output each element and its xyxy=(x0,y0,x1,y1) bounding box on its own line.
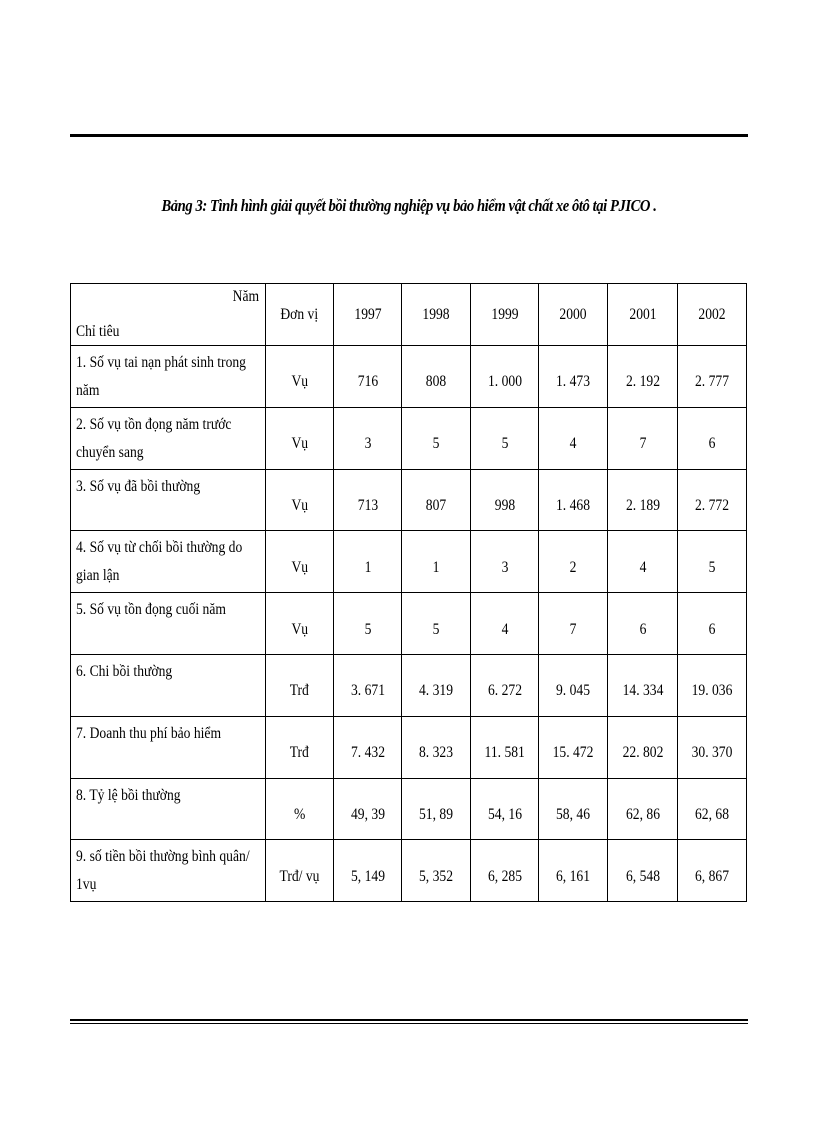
value-text: 62, 86 xyxy=(625,805,660,823)
value-cell xyxy=(608,531,678,593)
unit-label: Vụ xyxy=(291,620,308,638)
value-cell xyxy=(678,531,747,593)
value-text: 3 xyxy=(501,558,508,576)
indicator-cell xyxy=(71,407,266,469)
indicator-label: 7. Doanh thu phí bảo hiểm xyxy=(76,724,222,742)
indicator-label: 1. Số vụ tai nạn phát sinh trong năm xyxy=(76,354,246,399)
value-text: 6. 272 xyxy=(487,682,522,700)
value-cell xyxy=(539,840,608,902)
value-text: 9. 045 xyxy=(556,682,590,700)
indicator-label: 4. Số vụ từ chối bồi thường do gian lận xyxy=(76,539,243,585)
indicator-cell xyxy=(71,469,266,531)
value-text: 4 xyxy=(639,558,646,576)
value-cell xyxy=(608,469,678,531)
value-text: 51, 89 xyxy=(419,805,453,823)
value-cell xyxy=(678,654,747,716)
value-text: 5, 352 xyxy=(419,867,453,885)
header-year-cell xyxy=(678,284,747,346)
table-row xyxy=(71,654,747,716)
value-cell xyxy=(608,840,678,902)
header-unit-cell xyxy=(266,284,334,346)
value-text: 1. 473 xyxy=(556,373,590,391)
header-year-cell xyxy=(402,284,471,346)
value-cell xyxy=(471,469,539,531)
value-text: 22. 802 xyxy=(622,744,663,762)
value-text: 807 xyxy=(425,496,447,514)
unit-label: Trđ xyxy=(289,682,310,700)
value-cell xyxy=(402,593,471,655)
value-text: 5 xyxy=(364,620,371,638)
value-cell xyxy=(334,716,402,778)
unit-cell xyxy=(266,469,334,531)
header-year-label: 1998 xyxy=(422,305,450,323)
indicator-cell xyxy=(71,840,266,902)
value-text: 2 xyxy=(569,558,577,576)
indicator-label: 3. Số vụ đã bồi thường xyxy=(76,477,201,495)
value-text: 54, 16 xyxy=(487,805,522,823)
value-cell xyxy=(471,593,539,655)
value-cell xyxy=(334,840,402,902)
value-text: 716 xyxy=(357,373,378,391)
header-year-cell xyxy=(608,284,678,346)
table-row xyxy=(71,778,747,840)
value-text: 6 xyxy=(708,620,716,638)
value-text: 3 xyxy=(364,435,371,453)
value-cell xyxy=(402,840,471,902)
indicator-label: 5. Số vụ tồn đọng cuối năm xyxy=(76,601,226,619)
value-cell xyxy=(334,531,402,593)
value-text: 11. 581 xyxy=(484,744,525,762)
value-cell xyxy=(471,654,539,716)
header-year-cell xyxy=(539,284,608,346)
value-cell xyxy=(539,531,608,593)
value-cell xyxy=(678,716,747,778)
value-cell xyxy=(471,840,539,902)
corner-year-label: Năm xyxy=(232,288,259,305)
table-row xyxy=(71,469,747,531)
value-cell xyxy=(539,469,608,531)
value-cell xyxy=(608,407,678,469)
value-cell xyxy=(539,654,608,716)
value-cell xyxy=(678,778,747,840)
value-text: 2. 189 xyxy=(625,496,660,514)
indicator-label: 9. số tiền bồi thường bình quân/ 1vụ xyxy=(76,848,250,894)
value-cell xyxy=(608,778,678,840)
value-text: 30. 370 xyxy=(691,744,733,762)
unit-cell xyxy=(266,407,334,469)
table-row xyxy=(71,716,747,778)
unit-cell xyxy=(266,840,334,902)
bottom-rule-thin xyxy=(70,1023,748,1024)
header-year-label: 2002 xyxy=(698,305,726,323)
unit-cell xyxy=(266,531,334,593)
indicator-label: 6. Chi bồi thường xyxy=(76,662,173,680)
value-text: 2. 777 xyxy=(695,373,729,391)
value-cell xyxy=(608,654,678,716)
unit-label: Vụ xyxy=(291,558,308,576)
unit-label: % xyxy=(293,805,306,823)
value-cell xyxy=(471,716,539,778)
value-text: 6, 548 xyxy=(625,867,660,885)
value-text: 713 xyxy=(357,496,378,514)
value-text: 998 xyxy=(494,496,515,514)
value-cell xyxy=(539,778,608,840)
value-text: 6 xyxy=(639,620,646,638)
unit-cell xyxy=(266,778,334,840)
unit-label: Vụ xyxy=(291,373,308,391)
value-text: 8. 323 xyxy=(419,744,453,762)
value-text: 6 xyxy=(708,435,716,453)
value-text: 5 xyxy=(708,558,716,576)
value-text: 3. 671 xyxy=(350,682,385,700)
value-cell xyxy=(402,346,471,408)
value-cell xyxy=(678,840,747,902)
value-cell xyxy=(402,778,471,840)
value-text: 7 xyxy=(569,620,577,638)
indicator-cell xyxy=(71,654,266,716)
table-caption: Bảng 3: Tình hình giải quyết bồi thường nghiệp vụ bảo hiểm vật chất xe ôtô tại PJICO . xyxy=(161,196,657,215)
value-cell xyxy=(678,346,747,408)
unit-cell xyxy=(266,654,334,716)
value-cell xyxy=(471,346,539,408)
unit-cell xyxy=(266,346,334,408)
value-text: 1. 468 xyxy=(556,496,590,514)
unit-label: Trđ/ vụ xyxy=(279,867,320,885)
value-cell xyxy=(334,654,402,716)
value-text: 5 xyxy=(501,435,508,453)
value-text: 6, 161 xyxy=(556,867,590,885)
value-text: 808 xyxy=(425,373,447,391)
corner-indicator-label: Chỉ tiêu xyxy=(76,323,120,340)
value-cell xyxy=(539,593,608,655)
table-row xyxy=(71,407,747,469)
value-text: 6, 285 xyxy=(487,867,522,885)
header-year-cell xyxy=(334,284,402,346)
indicator-cell xyxy=(71,716,266,778)
indicator-cell xyxy=(71,593,266,655)
indicator-cell xyxy=(71,531,266,593)
unit-label: Trđ xyxy=(289,744,310,762)
value-cell xyxy=(402,469,471,531)
indicator-label: 2. Số vụ tồn đọng năm trước chuyển sang xyxy=(76,415,232,461)
value-text: 62, 68 xyxy=(695,805,729,823)
table-row xyxy=(71,531,747,593)
header-year-cell xyxy=(471,284,539,346)
value-cell xyxy=(608,593,678,655)
value-text: 5 xyxy=(432,435,440,453)
value-text: 2. 192 xyxy=(625,373,660,391)
value-text: 14. 334 xyxy=(622,682,663,700)
value-cell xyxy=(539,716,608,778)
header-corner-cell xyxy=(71,284,266,346)
header-year-label: 2000 xyxy=(559,305,587,323)
unit-label: Vụ xyxy=(291,435,308,453)
value-text: 1 xyxy=(364,558,371,576)
indicator-label: 8. Tỷ lệ bồi thường xyxy=(76,786,181,804)
unit-cell xyxy=(266,716,334,778)
value-cell xyxy=(678,407,747,469)
value-cell xyxy=(334,407,402,469)
value-text: 15. 472 xyxy=(552,744,594,762)
value-cell xyxy=(678,593,747,655)
value-text: 1. 000 xyxy=(487,373,522,391)
indicator-cell xyxy=(71,778,266,840)
value-text: 19. 036 xyxy=(691,682,733,700)
value-cell xyxy=(539,346,608,408)
value-cell xyxy=(471,407,539,469)
compensation-table xyxy=(70,283,747,902)
value-cell xyxy=(334,346,402,408)
value-text: 2. 772 xyxy=(695,496,729,514)
value-text: 7 xyxy=(639,435,646,453)
unit-cell xyxy=(266,593,334,655)
value-cell xyxy=(678,469,747,531)
top-rule xyxy=(70,134,748,137)
header-row xyxy=(71,284,747,346)
value-text: 4 xyxy=(569,435,577,453)
value-cell xyxy=(334,469,402,531)
value-text: 4. 319 xyxy=(419,682,453,700)
indicator-cell xyxy=(71,346,266,408)
value-cell xyxy=(608,346,678,408)
value-cell xyxy=(539,407,608,469)
header-year-label: 1999 xyxy=(490,305,519,323)
value-cell xyxy=(334,593,402,655)
value-text: 6, 867 xyxy=(695,867,729,885)
header-year-label: 2001 xyxy=(628,305,657,323)
value-text: 5 xyxy=(432,620,440,638)
value-cell xyxy=(471,778,539,840)
table-row xyxy=(71,346,747,408)
value-text: 5, 149 xyxy=(350,867,385,885)
value-cell xyxy=(402,531,471,593)
header-year-label: 1997 xyxy=(353,305,382,323)
table-row xyxy=(71,840,747,902)
header-unit-label: Đơn vị xyxy=(280,305,319,323)
bottom-rule xyxy=(70,1019,748,1021)
unit-label: Vụ xyxy=(291,496,308,514)
value-cell xyxy=(402,654,471,716)
value-text: 4 xyxy=(501,620,508,638)
value-text: 49, 39 xyxy=(350,805,385,823)
value-text: 7. 432 xyxy=(350,744,385,762)
value-cell xyxy=(334,778,402,840)
value-text: 1 xyxy=(432,558,440,576)
value-cell xyxy=(471,531,539,593)
value-text: 58, 46 xyxy=(556,805,590,823)
value-cell xyxy=(608,716,678,778)
table-row xyxy=(71,593,747,655)
value-cell xyxy=(402,716,471,778)
value-cell xyxy=(402,407,471,469)
